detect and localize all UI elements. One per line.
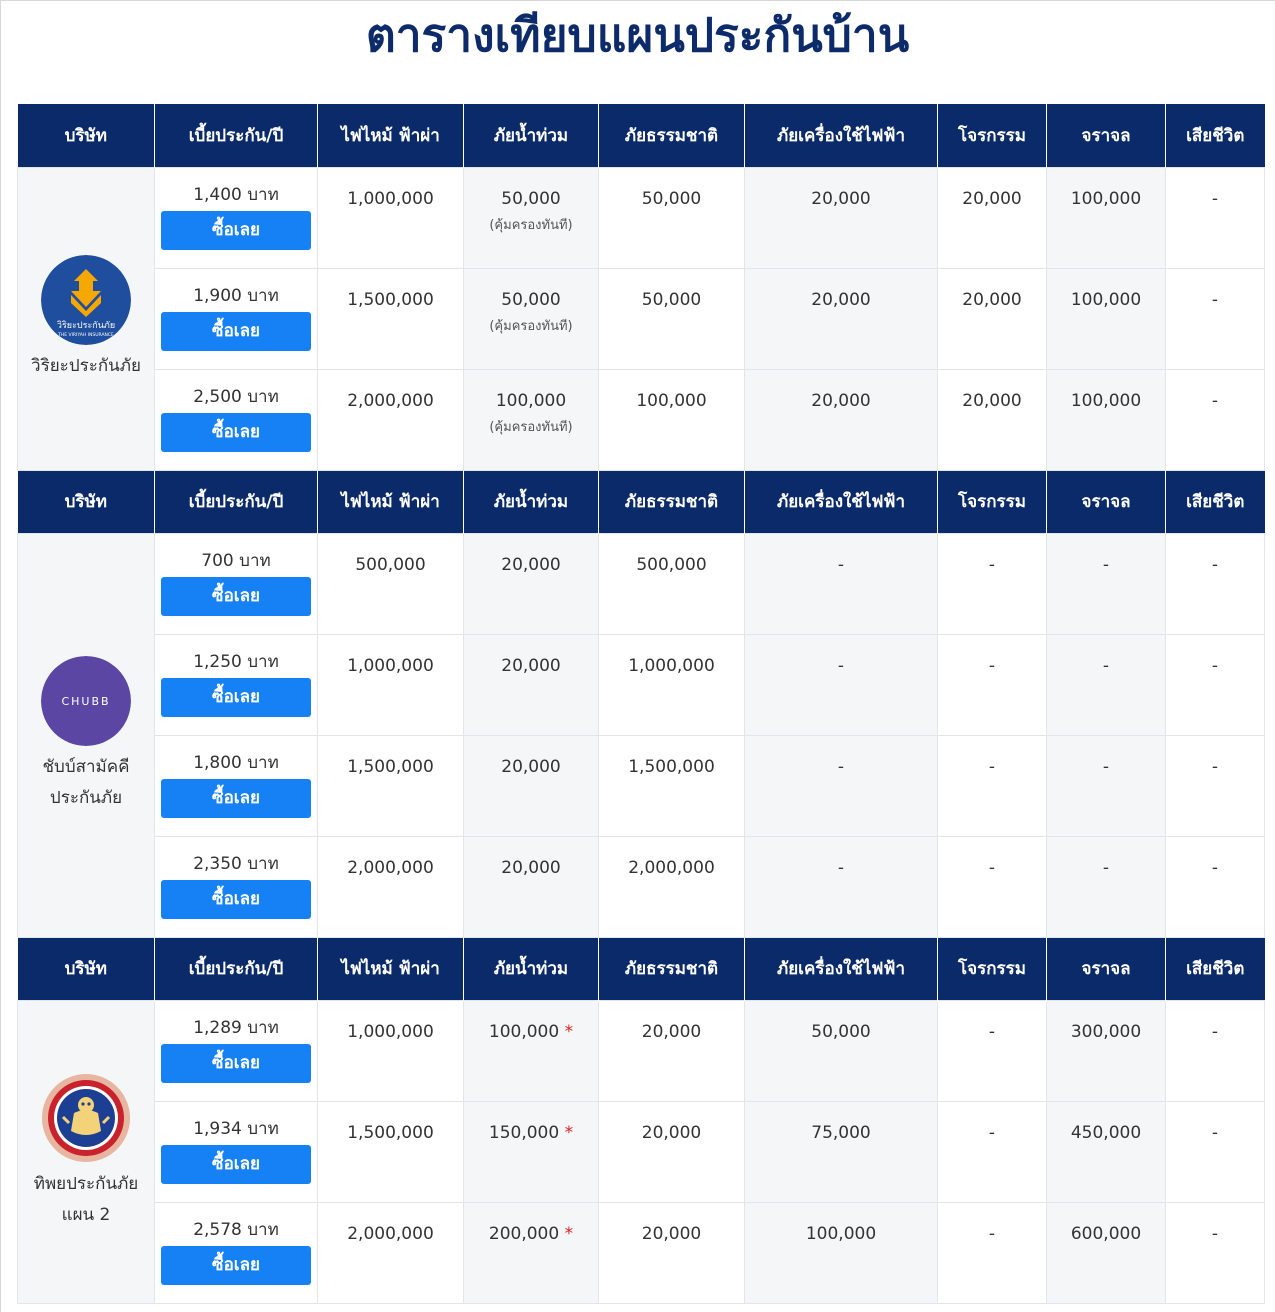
premium-cell bbox=[155, 634, 318, 735]
buy-now-button[interactable]: ซื้อเลย bbox=[161, 211, 311, 250]
riot-cell bbox=[1047, 369, 1166, 470]
coverage-value: - bbox=[988, 655, 996, 676]
coverage-value: 20,000 bbox=[641, 1021, 702, 1042]
column-header: ไฟไหม้ ฟ้าผ่า bbox=[318, 470, 464, 533]
coverage-value: - bbox=[1102, 857, 1110, 878]
dhipaya-logo-icon bbox=[41, 1073, 131, 1163]
coverage-value: 20,000 bbox=[501, 756, 561, 777]
death-cell bbox=[1166, 836, 1265, 937]
column-header: ภัยน้ำท่วม bbox=[464, 937, 599, 1000]
electric-appliance-cell bbox=[745, 735, 938, 836]
column-header: ภัยน้ำท่วม bbox=[464, 470, 599, 533]
fire-cell bbox=[318, 369, 464, 470]
coverage-value: 100,000 bbox=[1070, 188, 1142, 209]
viriyah-logo-icon bbox=[41, 255, 131, 345]
buy-now-button[interactable]: ซื้อเลย bbox=[161, 312, 311, 351]
coverage-value: - bbox=[1211, 1021, 1219, 1042]
coverage-value: 20,000 bbox=[641, 1223, 702, 1244]
theft-cell bbox=[938, 735, 1047, 836]
chubb-logo-icon bbox=[41, 656, 131, 746]
riot-cell bbox=[1047, 533, 1166, 634]
coverage-value: 20,000 bbox=[641, 1122, 702, 1143]
company-cell bbox=[18, 533, 155, 937]
fire-cell bbox=[318, 1101, 464, 1202]
column-header: ภัยเครื่องใช้ไฟฟ้า bbox=[745, 470, 938, 533]
flood-coverage-note: (คุ้มครองทันที) bbox=[489, 318, 573, 334]
premium-cell bbox=[155, 1101, 318, 1202]
flood-cell bbox=[464, 167, 599, 268]
column-header: ไฟไหม้ ฟ้าผ่า bbox=[318, 937, 464, 1000]
electric-appliance-cell bbox=[745, 1000, 938, 1101]
column-header: เบี้ยประกัน/ปี bbox=[155, 104, 318, 167]
natural-disaster-cell bbox=[599, 735, 745, 836]
fire-cell bbox=[318, 1202, 464, 1303]
premium-cell bbox=[155, 533, 318, 634]
premium-price: 1,289 บาท bbox=[193, 1017, 279, 1038]
flood-note-star: * bbox=[564, 1223, 574, 1244]
premium-cell bbox=[155, 735, 318, 836]
premium-cell bbox=[155, 369, 318, 470]
column-header: โจรกรรม bbox=[938, 470, 1047, 533]
premium-price: 1,400 บาท bbox=[193, 184, 279, 205]
premium-price: 2,578 บาท bbox=[193, 1219, 279, 1240]
riot-cell bbox=[1047, 634, 1166, 735]
coverage-value: 200,000 * bbox=[488, 1223, 574, 1244]
column-header: จราจล bbox=[1047, 104, 1166, 167]
death-cell bbox=[1166, 533, 1265, 634]
fire-cell bbox=[318, 533, 464, 634]
coverage-value: 1,500,000 bbox=[347, 1122, 434, 1143]
natural-disaster-cell bbox=[599, 1202, 745, 1303]
coverage-value: 75,000 bbox=[811, 1122, 871, 1143]
fire-cell bbox=[318, 634, 464, 735]
company-cell bbox=[18, 167, 155, 470]
buy-now-button[interactable]: ซื้อเลย bbox=[161, 413, 311, 452]
coverage-value: 20,000 bbox=[501, 554, 561, 575]
buy-now-button[interactable]: ซื้อเลย bbox=[161, 678, 311, 717]
coverage-value: 20,000 bbox=[811, 289, 871, 310]
company-name: วิริยะประกันภัย bbox=[31, 356, 141, 376]
comparison-table bbox=[17, 104, 1265, 1304]
column-header: เบี้ยประกัน/ปี bbox=[155, 937, 318, 1000]
table-row bbox=[18, 268, 1265, 369]
riot-cell bbox=[1047, 268, 1166, 369]
premium-cell bbox=[155, 268, 318, 369]
table-header-row bbox=[18, 937, 1265, 1000]
coverage-value: - bbox=[1211, 390, 1219, 411]
coverage-value: 1,500,000 bbox=[347, 289, 434, 310]
coverage-value: - bbox=[1102, 756, 1110, 777]
coverage-value: - bbox=[1211, 1122, 1219, 1143]
column-header: ภัยธรรมชาติ bbox=[599, 104, 745, 167]
table-row bbox=[18, 1202, 1265, 1303]
coverage-value: 50,000 bbox=[501, 188, 561, 209]
natural-disaster-cell bbox=[599, 836, 745, 937]
coverage-value: - bbox=[1211, 554, 1219, 575]
table-header-row bbox=[18, 104, 1265, 167]
company-name: ทิพยประกันภัย bbox=[33, 1173, 139, 1194]
flood-coverage-note: (คุ้มครองทันที) bbox=[489, 217, 573, 233]
table-row bbox=[18, 735, 1265, 836]
coverage-value: 1,000,000 bbox=[628, 655, 715, 676]
theft-cell bbox=[938, 369, 1047, 470]
flood-cell bbox=[464, 735, 599, 836]
coverage-value: 1,000,000 bbox=[347, 655, 434, 676]
column-header: ภัยธรรมชาติ bbox=[599, 937, 745, 1000]
coverage-value: 600,000 bbox=[1070, 1223, 1142, 1244]
column-header: บริษัท bbox=[18, 470, 155, 533]
coverage-value: 100,000 bbox=[1070, 289, 1142, 310]
premium-price: 1,934 บาท bbox=[193, 1118, 279, 1139]
coverage-value: - bbox=[1211, 188, 1219, 209]
fire-cell bbox=[318, 268, 464, 369]
natural-disaster-cell bbox=[599, 634, 745, 735]
table-row bbox=[18, 533, 1265, 634]
coverage-value: 20,000 bbox=[501, 655, 561, 676]
flood-cell bbox=[464, 369, 599, 470]
theft-cell bbox=[938, 1000, 1047, 1101]
electric-appliance-cell bbox=[745, 533, 938, 634]
coverage-value: 150,000 * bbox=[488, 1122, 574, 1143]
natural-disaster-cell bbox=[599, 369, 745, 470]
column-header: เสียชีวิต bbox=[1166, 104, 1265, 167]
column-header: เบี้ยประกัน/ปี bbox=[155, 470, 318, 533]
svg-text:CHUBB: CHUBB bbox=[61, 695, 111, 708]
coverage-value: - bbox=[1211, 857, 1219, 878]
flood-coverage-note: (คุ้มครองทันที) bbox=[489, 419, 573, 435]
coverage-value: - bbox=[988, 1122, 996, 1143]
coverage-value: 50,000 bbox=[501, 289, 561, 310]
natural-disaster-cell bbox=[599, 167, 745, 268]
flood-cell bbox=[464, 1000, 599, 1101]
premium-price: 700 บาท bbox=[201, 550, 271, 571]
flood-cell bbox=[464, 1101, 599, 1202]
theft-cell bbox=[938, 634, 1047, 735]
fire-cell bbox=[318, 1000, 464, 1101]
coverage-value: - bbox=[1211, 655, 1219, 676]
flood-cell bbox=[464, 634, 599, 735]
coverage-value: 100,000 * bbox=[488, 1021, 574, 1042]
coverage-value: - bbox=[988, 554, 996, 575]
theft-cell bbox=[938, 1202, 1047, 1303]
coverage-value: 50,000 bbox=[641, 188, 702, 209]
table-row bbox=[18, 1000, 1265, 1101]
company-name: แผน 2 bbox=[61, 1204, 111, 1225]
column-header: เสียชีวิต bbox=[1166, 470, 1265, 533]
death-cell bbox=[1166, 1202, 1265, 1303]
page-title: ตารางเทียบแผนประกันบ้าน bbox=[365, 8, 910, 62]
column-header: โจรกรรม bbox=[938, 937, 1047, 1000]
coverage-value: 2,000,000 bbox=[347, 857, 434, 878]
riot-cell bbox=[1047, 836, 1166, 937]
natural-disaster-cell bbox=[599, 533, 745, 634]
table-row bbox=[18, 634, 1265, 735]
company-name: ชับบ์สามัคคี bbox=[42, 757, 130, 777]
buy-now-button[interactable]: ซื้อเลย bbox=[161, 577, 311, 616]
buy-now-button[interactable]: ซื้อเลย bbox=[161, 880, 311, 919]
coverage-value: 100,000 bbox=[495, 390, 567, 411]
flood-note-star: * bbox=[564, 1122, 574, 1143]
coverage-value: 100,000 bbox=[805, 1223, 877, 1244]
column-header: จราจล bbox=[1047, 937, 1166, 1000]
electric-appliance-cell bbox=[745, 836, 938, 937]
svg-text:THE VIRIYAH INSURANCE: THE VIRIYAH INSURANCE bbox=[58, 333, 114, 338]
coverage-value: 20,000 bbox=[962, 390, 1022, 411]
svg-text:วิริยะประกันภัย: วิริยะประกันภัย bbox=[56, 321, 116, 331]
premium-price: 1,800 บาท bbox=[193, 752, 279, 773]
electric-appliance-cell bbox=[745, 268, 938, 369]
table-row bbox=[18, 1101, 1265, 1202]
buy-now-button[interactable]: ซื้อเลย bbox=[161, 779, 311, 818]
coverage-value: 100,000 bbox=[636, 390, 707, 411]
coverage-value: - bbox=[1211, 289, 1219, 310]
coverage-value: 20,000 bbox=[811, 188, 871, 209]
fire-cell bbox=[318, 735, 464, 836]
natural-disaster-cell bbox=[599, 1101, 745, 1202]
natural-disaster-cell bbox=[599, 268, 745, 369]
coverage-value: 500,000 bbox=[636, 554, 707, 575]
coverage-value: - bbox=[837, 554, 845, 575]
coverage-value: - bbox=[837, 655, 845, 676]
column-header: ภัยน้ำท่วม bbox=[464, 104, 599, 167]
riot-cell bbox=[1047, 1202, 1166, 1303]
column-header: ภัยเครื่องใช้ไฟฟ้า bbox=[745, 937, 938, 1000]
coverage-value: 300,000 bbox=[1070, 1021, 1142, 1042]
death-cell bbox=[1166, 167, 1265, 268]
coverage-value: 500,000 bbox=[355, 554, 426, 575]
premium-cell bbox=[155, 836, 318, 937]
column-header: เสียชีวิต bbox=[1166, 937, 1265, 1000]
death-cell bbox=[1166, 369, 1265, 470]
buy-now-button[interactable]: ซื้อเลย bbox=[161, 1145, 311, 1184]
coverage-value: 1,000,000 bbox=[347, 1021, 434, 1042]
flood-cell bbox=[464, 268, 599, 369]
coverage-value: 1,000,000 bbox=[347, 188, 434, 209]
death-cell bbox=[1166, 634, 1265, 735]
coverage-value: 50,000 bbox=[641, 289, 702, 310]
coverage-value: - bbox=[837, 756, 845, 777]
coverage-value: - bbox=[837, 857, 845, 878]
column-header: โจรกรรม bbox=[938, 104, 1047, 167]
fire-cell bbox=[318, 836, 464, 937]
coverage-value: 50,000 bbox=[811, 1021, 871, 1042]
electric-appliance-cell bbox=[745, 1101, 938, 1202]
death-cell bbox=[1166, 1000, 1265, 1101]
company-name: ประกันภัย bbox=[49, 788, 123, 808]
coverage-value: - bbox=[988, 1021, 996, 1042]
coverage-value: 20,000 bbox=[501, 857, 561, 878]
company-cell bbox=[18, 1000, 155, 1303]
coverage-value: 20,000 bbox=[811, 390, 871, 411]
theft-cell bbox=[938, 167, 1047, 268]
riot-cell bbox=[1047, 1000, 1166, 1101]
coverage-value: 1,500,000 bbox=[347, 756, 434, 777]
buy-now-button[interactable]: ซื้อเลย bbox=[161, 1246, 311, 1285]
coverage-value: 1,500,000 bbox=[628, 756, 715, 777]
column-header: บริษัท bbox=[18, 104, 155, 167]
electric-appliance-cell bbox=[745, 369, 938, 470]
coverage-value: 2,000,000 bbox=[347, 1223, 434, 1244]
electric-appliance-cell bbox=[745, 167, 938, 268]
premium-price: 1,900 บาท bbox=[193, 285, 279, 306]
premium-price: 2,350 บาท bbox=[193, 853, 279, 874]
table-row bbox=[18, 167, 1265, 268]
death-cell bbox=[1166, 268, 1265, 369]
theft-cell bbox=[938, 1101, 1047, 1202]
premium-price: 1,250 บาท bbox=[193, 651, 279, 672]
riot-cell bbox=[1047, 167, 1166, 268]
coverage-value: - bbox=[988, 1223, 996, 1244]
coverage-value: 450,000 bbox=[1070, 1122, 1142, 1143]
premium-cell bbox=[155, 1000, 318, 1101]
coverage-value: 2,000,000 bbox=[347, 390, 434, 411]
coverage-value: - bbox=[1102, 554, 1110, 575]
flood-cell bbox=[464, 533, 599, 634]
table-row bbox=[18, 369, 1265, 470]
riot-cell bbox=[1047, 1101, 1166, 1202]
coverage-value: - bbox=[1211, 1223, 1219, 1244]
coverage-value: 20,000 bbox=[962, 188, 1022, 209]
coverage-value: 20,000 bbox=[962, 289, 1022, 310]
flood-note-star: * bbox=[564, 1021, 574, 1042]
column-header: ภัยเครื่องใช้ไฟฟ้า bbox=[745, 104, 938, 167]
premium-cell bbox=[155, 1202, 318, 1303]
coverage-value: - bbox=[1211, 756, 1219, 777]
flood-cell bbox=[464, 836, 599, 937]
electric-appliance-cell bbox=[745, 1202, 938, 1303]
natural-disaster-cell bbox=[599, 1000, 745, 1101]
coverage-value: - bbox=[988, 756, 996, 777]
premium-price: 2,500 บาท bbox=[193, 386, 279, 407]
theft-cell bbox=[938, 268, 1047, 369]
coverage-value: 2,000,000 bbox=[628, 857, 715, 878]
buy-now-button[interactable]: ซื้อเลย bbox=[161, 1044, 311, 1083]
column-header: จราจล bbox=[1047, 470, 1166, 533]
column-header: ไฟไหม้ ฟ้าผ่า bbox=[318, 104, 464, 167]
theft-cell bbox=[938, 836, 1047, 937]
death-cell bbox=[1166, 735, 1265, 836]
theft-cell bbox=[938, 533, 1047, 634]
death-cell bbox=[1166, 1101, 1265, 1202]
table-header-row bbox=[18, 470, 1265, 533]
fire-cell bbox=[318, 167, 464, 268]
coverage-value: 100,000 bbox=[1070, 390, 1142, 411]
column-header: ภัยธรรมชาติ bbox=[599, 470, 745, 533]
riot-cell bbox=[1047, 735, 1166, 836]
premium-cell bbox=[155, 167, 318, 268]
flood-cell bbox=[464, 1202, 599, 1303]
table-row bbox=[18, 836, 1265, 937]
electric-appliance-cell bbox=[745, 634, 938, 735]
column-header: บริษัท bbox=[18, 937, 155, 1000]
coverage-value: - bbox=[1102, 655, 1110, 676]
coverage-value: - bbox=[988, 857, 996, 878]
